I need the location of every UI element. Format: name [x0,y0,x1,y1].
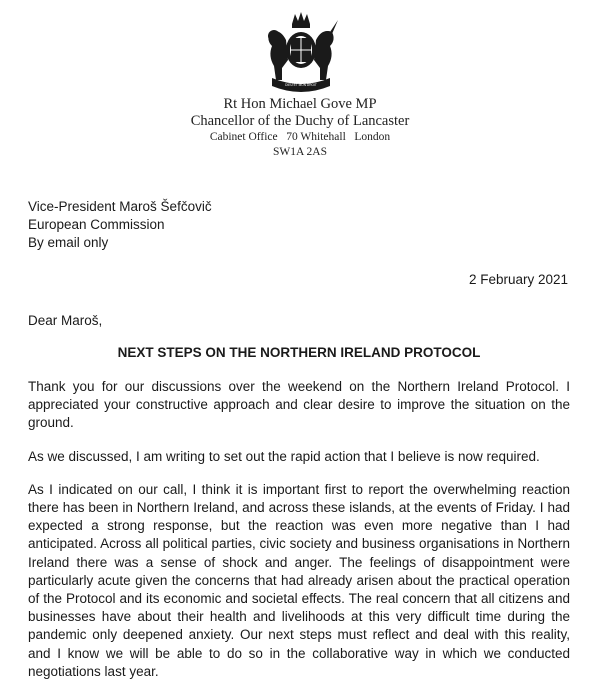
sender-address: Cabinet Office 70 Whitehall London [209,131,391,143]
paragraph: As I indicated on our call, I think it is important first to report the overwhelming reaction there has been in Northern Ireland, and across these islands, at the events of Friday. I had expected a strong response, but the reaction was even more negative than I had anticipated. Across all political parties, civic society and business organisations in Northern Ireland there was a sense of shock and anger. The feelings of disappointment were particularly acute given the concerns that had already arisen about the practical operation of the Protocol and its economic and societal effects. The real concern that all citizens and businesses have about their health and livelihoods at this very difficult time during the pandemic only deepened anxiety. Our next steps must reflect and deal with this reality, and I know we will be able to do so in the collaborative way in which we conducted negotiations last year. [28,481,570,679]
paragraph: As we discussed, I am writing to set out the rapid action that I believe is now required. [28,448,540,464]
crest-motto: DIEU ET MON DROIT [285,83,317,87]
salutation: Dear Maroš, [28,313,103,328]
recipient-organisation: European Commission [28,217,165,232]
paragraph: Thank you for our discussions over the weekend on the Northern Ireland Protocol. I appreciated your constructive approach and clear desire to improve the situation on the ground. [28,379,570,431]
sender-title: Chancellor of the Duchy of Lancaster [190,113,410,129]
recipient-name: Vice-President Maroš Šefčovič [28,199,212,214]
sender-postcode: SW1A 2AS [273,146,327,158]
letterhead [150,96,450,160]
letter-body [28,378,570,696]
delivery-note: By email only [28,235,109,250]
letter-heading: NEXT STEPS ON THE NORTHERN IRELAND PROTOCOL [117,345,481,360]
royal-coat-of-arms-icon [262,10,340,94]
recipient-block [28,198,212,252]
letter-date: 2 February 2021 [468,272,568,287]
sender-name: Rt Hon Michael Gove MP [223,96,377,112]
